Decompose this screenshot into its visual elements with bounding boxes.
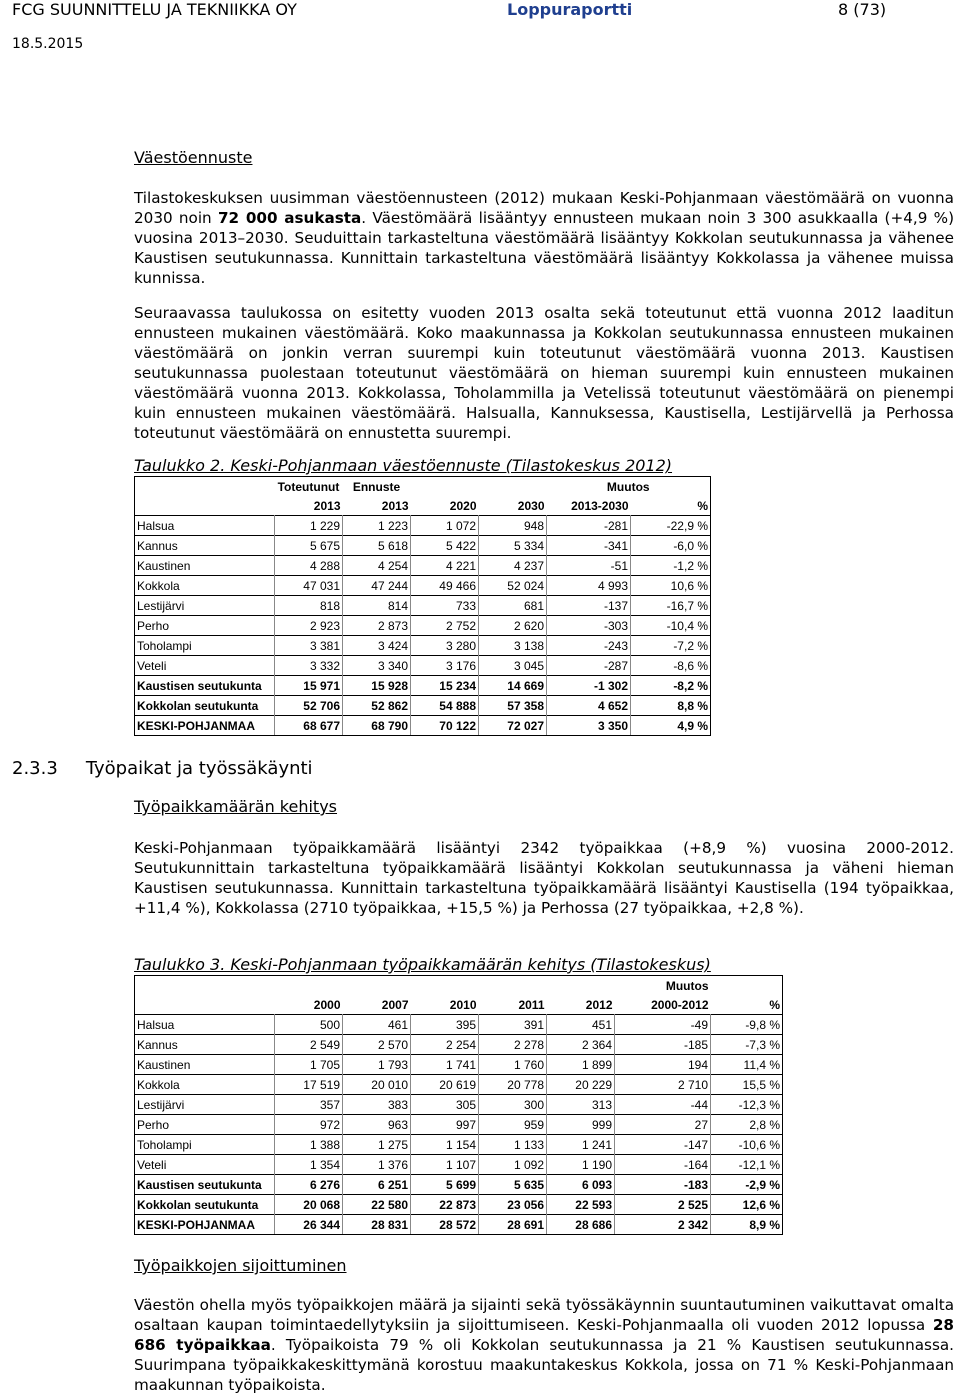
table-cell: 300: [479, 1095, 547, 1115]
table-row: [135, 656, 711, 676]
table-cell: 5 635: [479, 1175, 547, 1195]
table-cell: -22,9 %: [631, 516, 711, 536]
table-cell: -243: [547, 636, 631, 656]
table-cell: 2 752: [411, 616, 479, 636]
header-cell: [135, 477, 275, 497]
header-cell: 2000: [313, 997, 341, 1012]
table-cell: 2 525: [615, 1195, 711, 1215]
section-title: Työpaikat ja työssäkäynti: [85, 758, 313, 779]
row-label: Lestijärvi: [135, 1095, 275, 1115]
header-cell: [135, 496, 275, 516]
row-label: Kannus: [135, 1035, 275, 1055]
table-cell: 72 027: [479, 716, 547, 736]
table-cell: 357: [275, 1095, 343, 1115]
row-label: Perho: [135, 616, 275, 636]
table-cell: 1 793: [343, 1055, 411, 1075]
paragraph-job-development: Keski-Pohjanmaan työpaikkamäärä lisääntyi 2342 työpaikkaa (+8,9 %) vuosina 2000-2012. Seutukunnittain tarkasteltuna työpaikkamäärä lisääntyi Kokkolan seutukunnassa ja väheni hieman Kaustisen seutukunnassa. Kunnittain tarkasteltuna työpaikkamäärä lisääntyi Kaustisella (194 työpaikkaa, +11,4 %), Kokkolassa (2710 työpaikkaa, +15,5 %) ja Perhossa (27 työpaikkaa, +2,8 %).: [134, 839, 954, 917]
table-cell: -341: [547, 536, 631, 556]
table-cell: -8,2 %: [631, 676, 711, 696]
table-cell: 15,5 %: [711, 1075, 783, 1095]
table-cell: -7,2 %: [631, 636, 711, 656]
table3-caption: Taulukko 3. Keski-Pohjanmaan työpaikkamäärän kehitys (Tilastokeskus): [134, 955, 711, 974]
table-cell: 26 344: [275, 1215, 343, 1235]
table-row: [135, 576, 711, 596]
table-cell: 2 364: [547, 1035, 615, 1055]
table-cell: 1 388: [275, 1135, 343, 1155]
table-cell: 6 276: [275, 1175, 343, 1195]
table-cell: 2 254: [411, 1035, 479, 1055]
header-cell: 2013: [381, 498, 409, 513]
table-cell: -287: [547, 656, 631, 676]
table-cell: -281: [547, 516, 631, 536]
table-cell: -185: [615, 1035, 711, 1055]
table-cell: 2 873: [343, 616, 411, 636]
table-cell: -164: [615, 1155, 711, 1175]
header-cell: 2007: [381, 997, 409, 1012]
table-cell: -16,7 %: [631, 596, 711, 616]
header-cell: [275, 976, 343, 996]
table-cell: 52 862: [343, 696, 411, 716]
table-cell: 8,8 %: [631, 696, 711, 716]
table-cell: 23 056: [479, 1195, 547, 1215]
row-label: Perho: [135, 1115, 275, 1135]
table-cell: 11,4 %: [711, 1055, 783, 1075]
table-row: [135, 636, 711, 656]
table-cell: 4 221: [411, 556, 479, 576]
table-row: [135, 1035, 783, 1055]
table-cell: 3 176: [411, 656, 479, 676]
table-row: [135, 516, 711, 536]
table-cell: 6 093: [547, 1175, 615, 1195]
table-cell: 2,8 %: [711, 1115, 783, 1135]
population-table: [134, 476, 711, 736]
paragraph-table-intro: Seuraavassa taulukossa on esitetty vuoden 2013 osalta sekä toteutunut että vuonna 2012 laaditun ennusteen mukainen väestömäärä. Koko maakunnassa ja Kokkolan seutukunnassa ennusteen mukainen väestömäärä on jonkin verran suurempi kuin toteutunut väestömäärä vuonna 2013. Kaustisen seutukunnassa puolestaan toteutunut väestömäärä on hieman suurempi kuin ennusteen mukainen väestömäärä vuonna 2013. Kokkolassa, Toholammilla ja Vetelissä toteutunut väestömäärä on pienempi kuin ennusteen mukainen väestömäärä. Halsualla, Kannuksessa, Kaustisella, Lestijärvellä ja Perhossa toteutunut väestömäärä on ennustetta suurempi.: [134, 304, 954, 442]
table-cell: 6 251: [343, 1175, 411, 1195]
header-cell: Toteutunut: [275, 477, 343, 497]
header-cell: Ennuste: [343, 477, 411, 497]
table-cell: -137: [547, 596, 631, 616]
table-cell: 52 706: [275, 696, 343, 716]
table-cell: -1 302: [547, 676, 631, 696]
table-cell: 4 652: [547, 696, 631, 716]
table-header-row: [135, 976, 783, 996]
table-cell: -9,8 %: [711, 1015, 783, 1035]
table-cell: 20 010: [343, 1075, 411, 1095]
row-label: Kokkolan seutukunta: [135, 1195, 275, 1215]
header-cell: 2013: [313, 498, 341, 513]
table-cell: 28 686: [547, 1215, 615, 1235]
table-row: [135, 1155, 783, 1175]
table-cell: 15 928: [343, 676, 411, 696]
table-row: [135, 1055, 783, 1075]
table-cell: 28 572: [411, 1215, 479, 1235]
table-cell: -147: [615, 1135, 711, 1155]
table-row: [135, 1095, 783, 1115]
table-cell: 500: [275, 1015, 343, 1035]
company-name: FCG SUUNNITTELU JA TEKNIIKKA OY: [12, 0, 297, 19]
table2-caption: Taulukko 2. Keski-Pohjanmaan väestöennuste (Tilastokeskus 2012): [134, 456, 673, 475]
table-cell: 8,9 %: [711, 1215, 783, 1235]
table-cell: 1 092: [479, 1155, 547, 1175]
table-cell: 395: [411, 1015, 479, 1035]
table-cell: 70 122: [411, 716, 479, 736]
table-cell: 3 424: [343, 636, 411, 656]
table-cell: 5 422: [411, 536, 479, 556]
table-row: [135, 1075, 783, 1095]
table-row: [135, 1195, 783, 1215]
table-cell: -7,3 %: [711, 1035, 783, 1055]
table-cell: 68 677: [275, 716, 343, 736]
table-row: [135, 1175, 783, 1195]
table-cell: -12,1 %: [711, 1155, 783, 1175]
table-cell: 5 699: [411, 1175, 479, 1195]
table-row: [135, 676, 711, 696]
table-cell: 814: [343, 596, 411, 616]
table-row: [135, 696, 711, 716]
table-cell: 1 154: [411, 1135, 479, 1155]
table-cell: 22 593: [547, 1195, 615, 1215]
table-cell: 14 669: [479, 676, 547, 696]
table-cell: 10,6 %: [631, 576, 711, 596]
table-header-row: [135, 496, 711, 516]
table-cell: 451: [547, 1015, 615, 1035]
table-cell: 681: [479, 596, 547, 616]
table-cell: 733: [411, 596, 479, 616]
table-cell: 3 045: [479, 656, 547, 676]
table-cell: 20 229: [547, 1075, 615, 1095]
table-cell: 22 580: [343, 1195, 411, 1215]
table-cell: 1 190: [547, 1155, 615, 1175]
table-row: [135, 556, 711, 576]
table-header-row: [135, 995, 783, 1015]
table-row: [135, 1215, 783, 1235]
table-cell: 383: [343, 1095, 411, 1115]
header-cell: [479, 976, 547, 996]
table-cell: -183: [615, 1175, 711, 1195]
table-cell: 2 342: [615, 1215, 711, 1235]
row-label: Veteli: [135, 1155, 275, 1175]
table-row: [135, 1015, 783, 1035]
table-cell: 12,6 %: [711, 1195, 783, 1215]
table-cell: 1 899: [547, 1055, 615, 1075]
table-cell: 4 237: [479, 556, 547, 576]
table-cell: 3 138: [479, 636, 547, 656]
table-cell: 5 675: [275, 536, 343, 556]
row-label: KESKI-POHJANMAA: [135, 1215, 275, 1235]
table-cell: 52 024: [479, 576, 547, 596]
table-cell: 3 350: [547, 716, 631, 736]
row-label: Halsua: [135, 1015, 275, 1035]
table-cell: 20 068: [275, 1195, 343, 1215]
row-label: Kaustisen seutukunta: [135, 676, 275, 696]
table-cell: -10,4 %: [631, 616, 711, 636]
table-row: [135, 1115, 783, 1135]
header-cell: Muutos: [615, 976, 711, 996]
table-cell: 194: [615, 1055, 711, 1075]
row-label: Kokkola: [135, 1075, 275, 1095]
table-cell: 1 741: [411, 1055, 479, 1075]
table-cell: 47 031: [275, 576, 343, 596]
header-cell: [547, 976, 615, 996]
row-label: Kaustinen: [135, 1055, 275, 1075]
jobs-table: [134, 975, 783, 1235]
table-cell: 15 234: [411, 676, 479, 696]
table-cell: 28 831: [343, 1215, 411, 1235]
table-cell: -6,0 %: [631, 536, 711, 556]
row-label: Toholampi: [135, 1135, 275, 1155]
table-cell: 27: [615, 1115, 711, 1135]
table-cell: 818: [275, 596, 343, 616]
table-cell: 391: [479, 1015, 547, 1035]
table-cell: 461: [343, 1015, 411, 1035]
table-cell: 972: [275, 1115, 343, 1135]
table-cell: 5 334: [479, 536, 547, 556]
table-cell: 313: [547, 1095, 615, 1115]
table-cell: 2 620: [479, 616, 547, 636]
table-row: [135, 616, 711, 636]
table-cell: 1 133: [479, 1135, 547, 1155]
table-cell: 997: [411, 1115, 479, 1135]
page-number: 8 (73): [838, 0, 887, 19]
header-cell: %: [711, 995, 783, 1015]
subheading-job-development: Työpaikkamäärän kehitys: [134, 797, 338, 816]
row-label: Kaustinen: [135, 556, 275, 576]
table-cell: 1 376: [343, 1155, 411, 1175]
table-cell: -2,9 %: [711, 1175, 783, 1195]
table-cell: 4 288: [275, 556, 343, 576]
table-cell: 4 993: [547, 576, 631, 596]
table-cell: 4,9 %: [631, 716, 711, 736]
row-label: Kokkolan seutukunta: [135, 696, 275, 716]
row-label: Lestijärvi: [135, 596, 275, 616]
table-cell: 2 549: [275, 1035, 343, 1055]
table-row: [135, 596, 711, 616]
table-cell: 1 705: [275, 1055, 343, 1075]
table-cell: 2 923: [275, 616, 343, 636]
table-cell: -1,2 %: [631, 556, 711, 576]
table-cell: 2 570: [343, 1035, 411, 1055]
row-label: Veteli: [135, 656, 275, 676]
table-cell: -12,3 %: [711, 1095, 783, 1115]
table-cell: 22 873: [411, 1195, 479, 1215]
table-header-row: [135, 477, 711, 497]
table-cell: 5 618: [343, 536, 411, 556]
header-cell: 2000-2012: [651, 997, 709, 1012]
header-cell: 2011: [518, 997, 545, 1012]
row-label: Halsua: [135, 516, 275, 536]
table-cell: -8,6 %: [631, 656, 711, 676]
table-cell: 305: [411, 1095, 479, 1115]
table-cell: -51: [547, 556, 631, 576]
section-number: 2.3.3: [12, 758, 58, 779]
table-cell: 3 280: [411, 636, 479, 656]
table-cell: 1 241: [547, 1135, 615, 1155]
table-row: [135, 716, 711, 736]
section-heading-jobs: [12, 758, 313, 779]
table-cell: 3 340: [343, 656, 411, 676]
table-cell: 963: [343, 1115, 411, 1135]
table-cell: 17 519: [275, 1075, 343, 1095]
table-cell: 1 107: [411, 1155, 479, 1175]
table-cell: 959: [479, 1115, 547, 1135]
header-cell: [711, 976, 783, 996]
table-cell: 15 971: [275, 676, 343, 696]
table-cell: 1 275: [343, 1135, 411, 1155]
table-cell: 68 790: [343, 716, 411, 736]
table-cell: -44: [615, 1095, 711, 1115]
table-cell: -49: [615, 1015, 711, 1035]
header-cell: [479, 477, 547, 497]
table-cell: 999: [547, 1115, 615, 1135]
row-label: Kokkola: [135, 576, 275, 596]
row-label: KESKI-POHJANMAA: [135, 716, 275, 736]
report-title: Loppuraportti: [507, 0, 633, 19]
table-cell: 57 358: [479, 696, 547, 716]
table-cell: 20 619: [411, 1075, 479, 1095]
table-cell: 3 332: [275, 656, 343, 676]
paragraph-population-forecast: Tilastokeskuksen uusimman väestöennusteen (2012) mukaan Keski-Pohjanmaan väestömäärä on vuonna 2030 noin 72 000 asukasta. Väestömäärä lisääntyy ennusteen mukaan noin 3 300 asukkaalla (+4,9 %) vuosina 2013–2030. Seuduittain tarkasteltuna väestömäärä lisääntyy Kokkolan seutukunnassa ja vähenee Kaustisen seutukunnassa. Kunnittain tarkasteltuna väestömäärä lisääntyy Kokkolassa ja vähenee muissa kunnissa.: [134, 189, 954, 287]
section-heading-population: Väestöennuste: [134, 148, 253, 167]
paragraph-job-location: Väestön ohella myös työpaikkojen määrä ja sijainti sekä työssäkäynnin suuntautuminen vaikuttavat omalta osaltaan kaupan toimintaedellytyksiin ja sijoittumiseen. Keski-Pohjanmaalla oli vuoden 2012 lopussa 28 686 työpaikkaa. Työpaikoista 79 % oli Kokkolan seutukunnassa ja 21 % Kaustisen seutukunnassa. Suurimpana työpaikkakeskittymänä korostuu maakuntakeskus Kokkola, jossa on 71 % Keski-Pohjanmaan maakunnan työpaikoista.: [134, 1296, 954, 1394]
table-cell: 1 229: [275, 516, 343, 536]
report-date: 18.5.2015: [12, 36, 84, 52]
table-cell: -303: [547, 616, 631, 636]
table-row: [135, 536, 711, 556]
table-cell: 4 254: [343, 556, 411, 576]
subheading-job-location: Työpaikkojen sijoittuminen: [134, 1256, 347, 1275]
table-cell: 47 244: [343, 576, 411, 596]
header-cell: 2030: [517, 498, 545, 513]
table-cell: 28 691: [479, 1215, 547, 1235]
row-label: Kaustisen seutukunta: [135, 1175, 275, 1195]
header-cell: 2012: [585, 997, 613, 1012]
table-cell: 1 223: [343, 516, 411, 536]
header-cell: [135, 976, 275, 996]
header-cell: [135, 995, 275, 1015]
table-cell: 2 710: [615, 1075, 711, 1095]
header-cell: 2010: [449, 997, 477, 1012]
header-cell: %: [631, 496, 711, 516]
row-label: Kannus: [135, 536, 275, 556]
header-cell: Muutos: [547, 477, 711, 497]
table-cell: 3 381: [275, 636, 343, 656]
header-cell: [343, 976, 411, 996]
table-cell: 1 760: [479, 1055, 547, 1075]
table-row: [135, 1135, 783, 1155]
header-cell: 2013-2030: [571, 498, 629, 513]
table-cell: 2 278: [479, 1035, 547, 1055]
header-cell: 2020: [449, 498, 477, 513]
table-cell: 1 354: [275, 1155, 343, 1175]
table-cell: -10,6 %: [711, 1135, 783, 1155]
table-cell: 54 888: [411, 696, 479, 716]
table-cell: 20 778: [479, 1075, 547, 1095]
table-cell: 49 466: [411, 576, 479, 596]
header-cell: [411, 477, 479, 497]
header-cell: [411, 976, 479, 996]
row-label: Toholampi: [135, 636, 275, 656]
table-cell: 948: [479, 516, 547, 536]
table-cell: 1 072: [411, 516, 479, 536]
